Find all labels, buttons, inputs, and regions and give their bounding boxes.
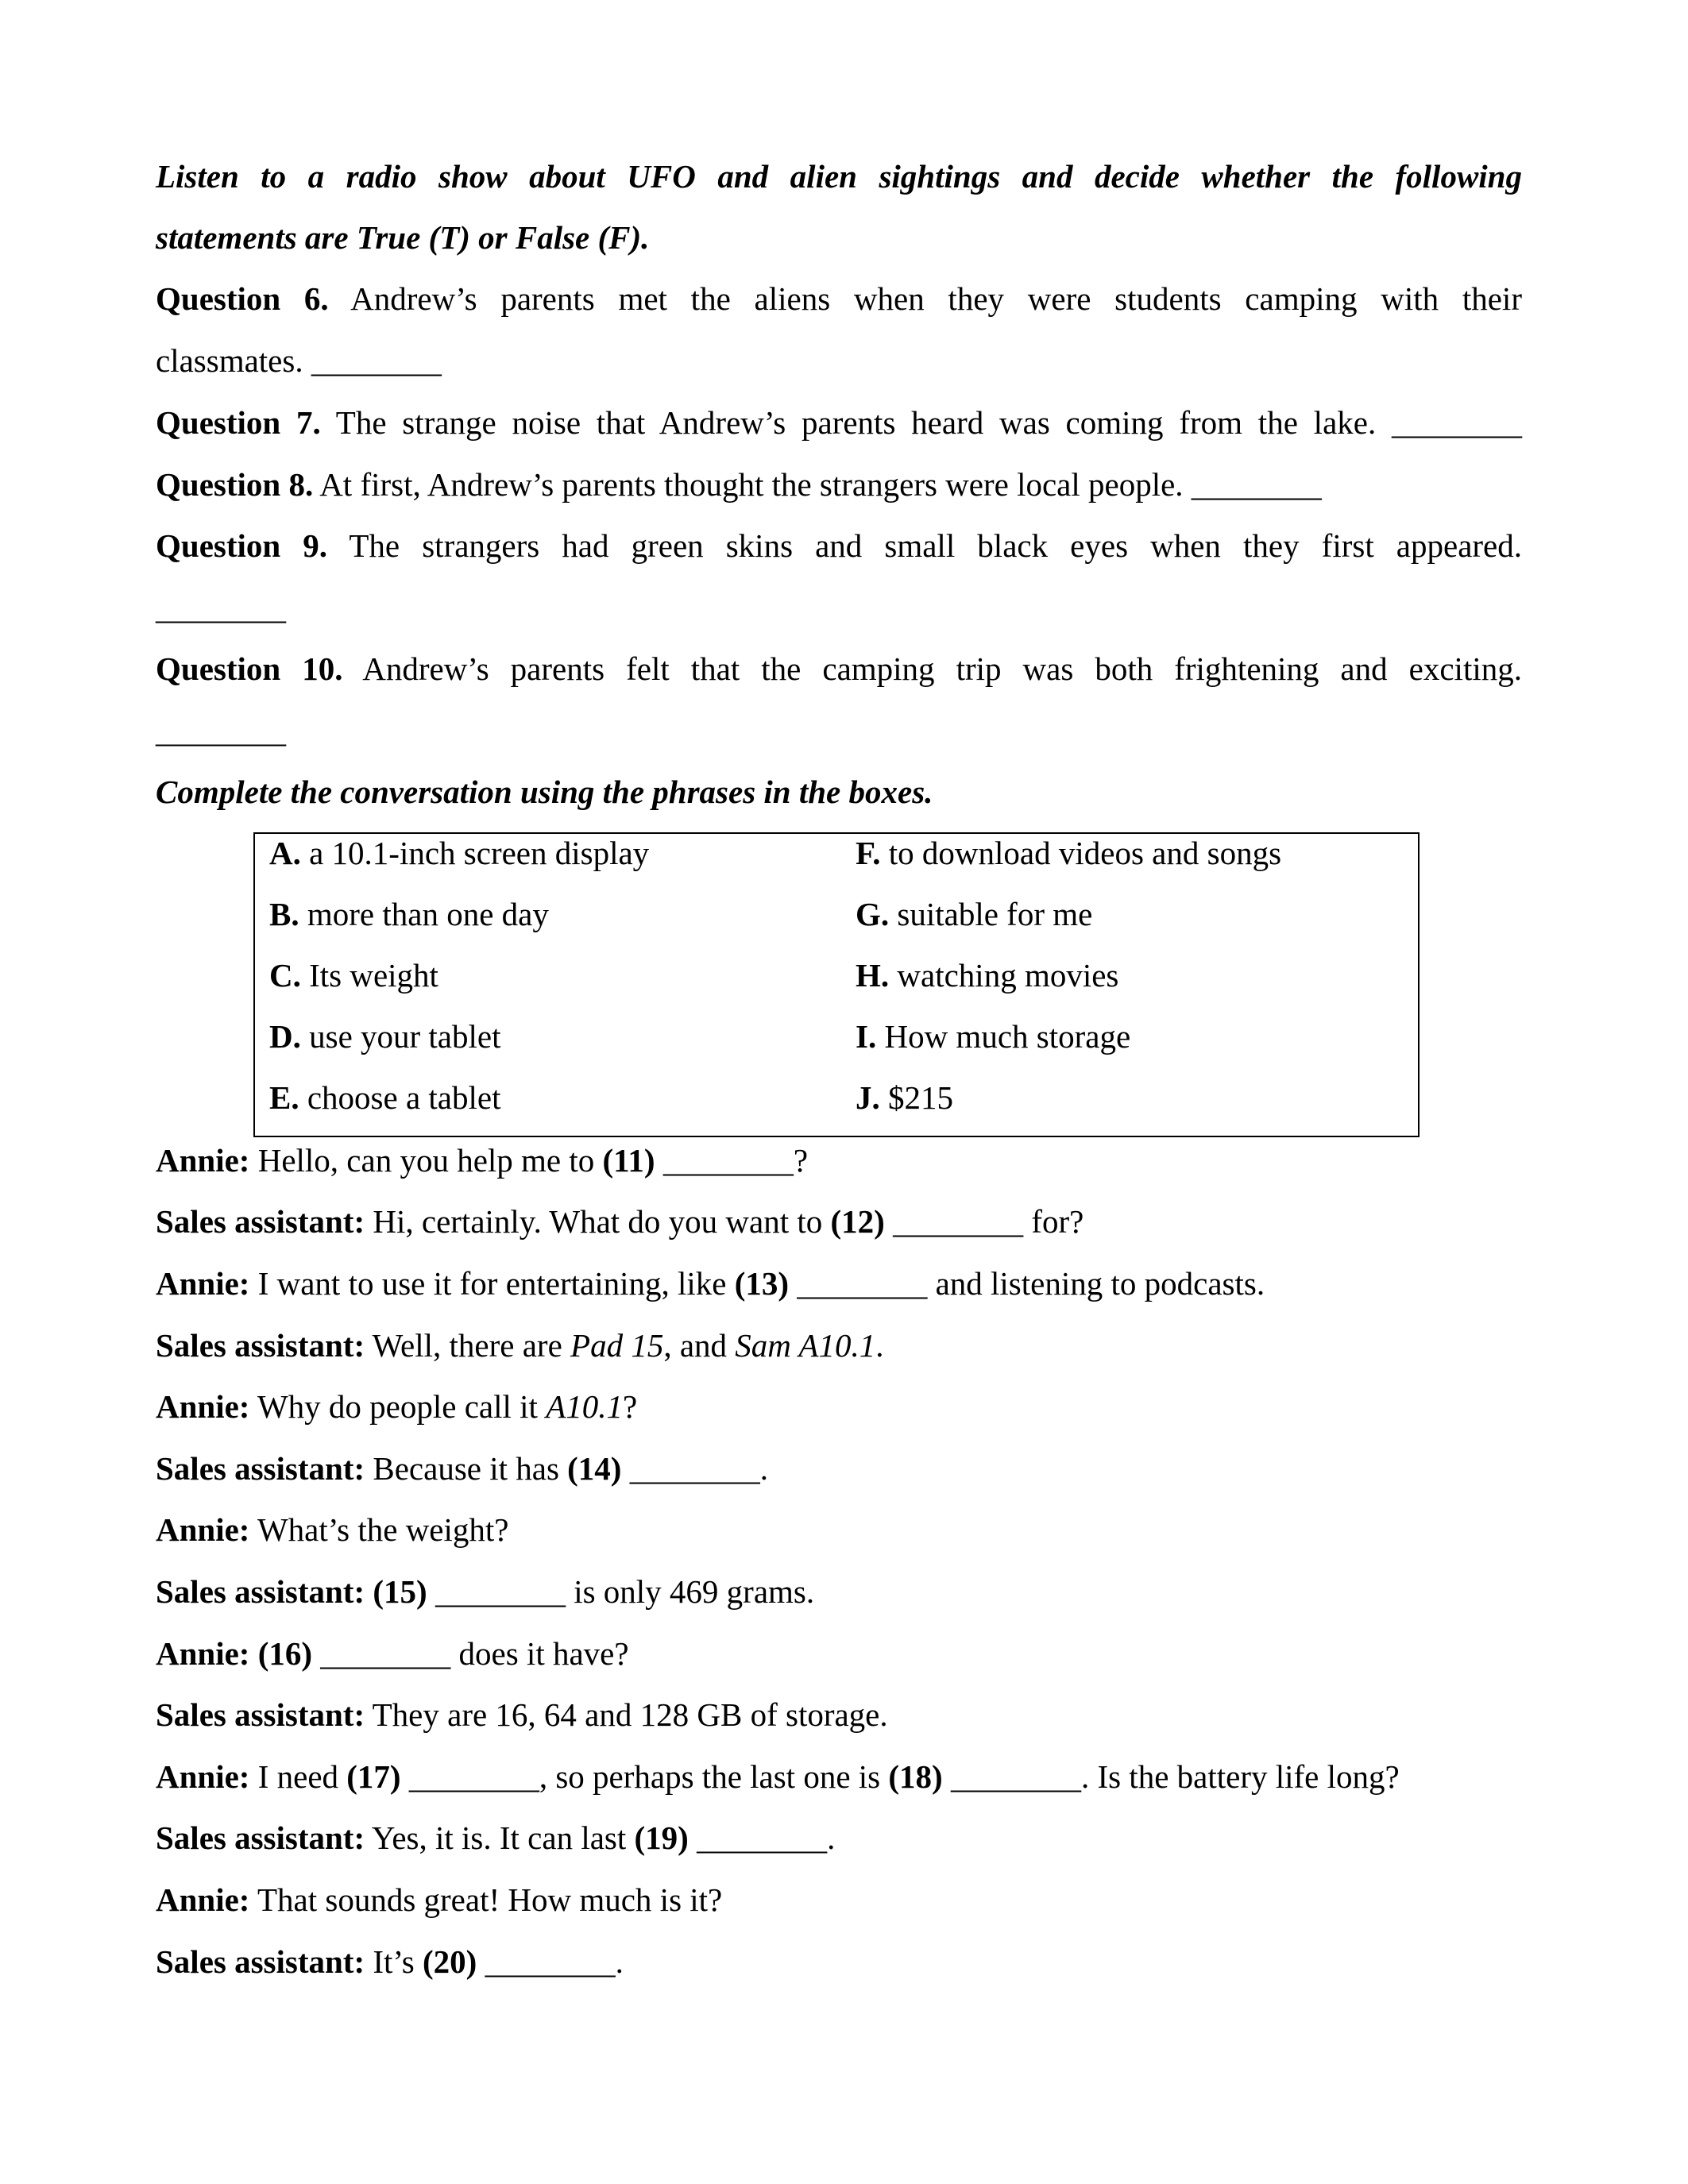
option-a bbox=[269, 834, 649, 872]
question-6-text-cont: classmates. bbox=[156, 342, 303, 379]
dialogue-line-13b bbox=[156, 1881, 1522, 1919]
dialogue-line-12 bbox=[156, 1202, 1522, 1241]
product-name: A10.1 bbox=[546, 1388, 623, 1425]
dialogue-line-5 bbox=[156, 1387, 1522, 1426]
dialogue-text: I want to use it for entertaining, like bbox=[249, 1265, 735, 1302]
speaker-sales-assistant: Sales assistant: bbox=[156, 1450, 365, 1487]
dialogue-text: Why do people call it bbox=[249, 1388, 547, 1425]
dialogue-line-17-18 bbox=[156, 1758, 1522, 1796]
blank-number-18: (18) bbox=[888, 1758, 943, 1795]
speaker-annie: Annie: bbox=[156, 1388, 250, 1425]
speaker-sales-assistant: Sales assistant: bbox=[156, 1203, 365, 1240]
answer-blank-12[interactable]: ________ bbox=[893, 1203, 1024, 1240]
dialogue-text: for? bbox=[1023, 1203, 1084, 1240]
option-j bbox=[856, 1078, 953, 1117]
dialogue-line-13 bbox=[156, 1264, 1522, 1302]
option-i bbox=[856, 1017, 1130, 1055]
answer-blank-13[interactable]: ________ bbox=[797, 1265, 928, 1302]
question-7 bbox=[156, 403, 1522, 442]
dialogue-text: Well, there are bbox=[365, 1327, 571, 1364]
option-g-text: suitable for me bbox=[897, 896, 1093, 932]
option-a-letter: A. bbox=[269, 835, 301, 871]
dialogue-text: and listening to podcasts. bbox=[927, 1265, 1265, 1302]
option-j-text: $215 bbox=[888, 1079, 953, 1116]
blank-number-13: (13) bbox=[734, 1265, 790, 1302]
question-7-text: The strange noise that Andrew’s parents heard was coming from the lake. bbox=[335, 404, 1377, 441]
dialogue-text: That sounds great! How much is it? bbox=[249, 1881, 723, 1918]
option-b-text: more than one day bbox=[307, 896, 549, 932]
answer-blank-16[interactable]: ________ bbox=[320, 1635, 451, 1672]
option-j-letter: J. bbox=[856, 1079, 880, 1116]
blank-number-19: (19) bbox=[634, 1819, 689, 1856]
dialogue-text: . bbox=[615, 1943, 624, 1980]
option-c-letter: C. bbox=[269, 957, 301, 994]
option-c bbox=[269, 956, 438, 994]
dialogue-text: What’s the weight? bbox=[249, 1511, 509, 1548]
option-e-letter: E. bbox=[269, 1079, 299, 1116]
dialogue-text: Hello, can you help me to bbox=[249, 1142, 603, 1179]
dialogue-line-11 bbox=[156, 1141, 1522, 1179]
dialogue-text: . bbox=[759, 1450, 768, 1487]
dialogue-text: Yes, it is. It can last bbox=[365, 1819, 635, 1856]
question-10 bbox=[156, 650, 1522, 688]
option-g bbox=[856, 895, 1092, 933]
option-d-text: use your tablet bbox=[309, 1018, 501, 1055]
answer-blank-11[interactable]: ________ bbox=[662, 1142, 794, 1179]
speaker-annie: Annie: bbox=[156, 1758, 250, 1795]
option-i-letter: I. bbox=[856, 1018, 877, 1055]
option-h-letter: H. bbox=[856, 957, 890, 994]
dialogue-text: , so perhaps the last one is bbox=[539, 1758, 889, 1795]
speaker-sales-assistant: Sales assistant: bbox=[156, 1943, 365, 1980]
dialogue-text: Because it has bbox=[365, 1450, 568, 1487]
product-name: Sam A10.1 bbox=[735, 1327, 876, 1364]
question-9-text: The strangers had green skins and small black eyes when they first appeared. bbox=[349, 527, 1523, 564]
dialogue-text: They are 16, 64 and 128 GB of storage. bbox=[365, 1696, 888, 1733]
dialogue-line-4 bbox=[156, 1326, 1522, 1364]
speaker-annie: Annie: bbox=[156, 1142, 250, 1179]
blank-number-12: (12) bbox=[830, 1203, 885, 1240]
dialogue-line-19 bbox=[156, 1819, 1522, 1857]
dialogue-text: . bbox=[875, 1327, 884, 1364]
option-f bbox=[856, 834, 1281, 872]
option-i-text: How much storage bbox=[884, 1018, 1131, 1055]
dialogue-line-20 bbox=[156, 1943, 1522, 1981]
option-h-text: watching movies bbox=[897, 957, 1119, 994]
dialogue-text: . bbox=[827, 1819, 836, 1856]
answer-blank-18[interactable]: ________ bbox=[950, 1758, 1081, 1795]
dialogue-text: ? bbox=[793, 1142, 809, 1179]
answer-blank-20[interactable]: ________ bbox=[485, 1943, 616, 1980]
option-g-letter: G. bbox=[856, 896, 890, 932]
speaker-annie: Annie: bbox=[156, 1635, 250, 1672]
speaker-annie: Annie: bbox=[156, 1265, 250, 1302]
question-6-text: Andrew’s parents met the aliens when they were students camping with their bbox=[350, 280, 1522, 317]
question-10-text: Andrew’s parents felt that the camping trip was both frightening and exciting. bbox=[362, 650, 1522, 687]
speaker-sales-assistant: Sales assistant: bbox=[156, 1327, 365, 1364]
dialogue-text: is only 469 grams. bbox=[565, 1573, 815, 1610]
product-name: Pad 15 bbox=[570, 1327, 664, 1364]
question-8 bbox=[156, 465, 1522, 504]
blank-number-16: (16) bbox=[257, 1635, 313, 1672]
dialogue-line-7 bbox=[156, 1511, 1522, 1549]
answer-blank-10[interactable]: ________ bbox=[156, 712, 286, 749]
answer-blank-6[interactable]: ________ bbox=[311, 342, 442, 379]
question-8-text: At first, Andrew’s parents thought the strangers were local people. bbox=[319, 466, 1184, 503]
question-6-label: Question 6. bbox=[156, 280, 329, 317]
dialogue-text: I need bbox=[249, 1758, 347, 1795]
answer-blank-17[interactable]: ________ bbox=[408, 1758, 539, 1795]
blank-number-14: (14) bbox=[567, 1450, 622, 1487]
listening-instruction-line1: Listen to a radio show about UFO and alien sightings and decide whether the following bbox=[156, 158, 1522, 195]
option-c-text: Its weight bbox=[309, 957, 438, 994]
answer-blank-9[interactable]: ________ bbox=[156, 589, 286, 626]
question-8-label: Question 8. bbox=[156, 466, 314, 503]
speaker-annie: Annie: bbox=[156, 1511, 250, 1548]
option-e-text: choose a tablet bbox=[307, 1079, 501, 1116]
answer-blank-14[interactable]: ________ bbox=[629, 1450, 760, 1487]
dialogue-text: Hi, certainly. What do you want to bbox=[365, 1203, 831, 1240]
option-d bbox=[269, 1017, 501, 1055]
dialogue-line-10 bbox=[156, 1696, 1522, 1734]
option-e bbox=[269, 1078, 500, 1117]
option-f-letter: F. bbox=[856, 835, 881, 871]
speaker-sales-assistant: Sales assistant: bbox=[156, 1819, 365, 1856]
option-b bbox=[269, 895, 549, 933]
blank-number-15: (15) bbox=[373, 1573, 427, 1610]
conversation-instruction: Complete the conversation using the phrases in the boxes. bbox=[156, 774, 933, 810]
option-f-text: to download videos and songs bbox=[888, 835, 1282, 871]
speaker-sales-assistant: Sales assistant: bbox=[156, 1696, 365, 1733]
answer-blank-19[interactable]: ________ bbox=[697, 1819, 828, 1856]
speaker-sales-assistant: Sales assistant: bbox=[156, 1573, 365, 1610]
question-9-label: Question 9. bbox=[156, 527, 328, 564]
option-a-text: a 10.1-inch screen display bbox=[309, 835, 650, 871]
dialogue-text: ? bbox=[622, 1388, 638, 1425]
phrase-box bbox=[253, 832, 1420, 1137]
dialogue-line-15 bbox=[156, 1572, 1522, 1611]
question-10-label: Question 10. bbox=[156, 650, 343, 687]
dialogue-text: , and bbox=[663, 1327, 736, 1364]
answer-blank-8[interactable]: ________ bbox=[1191, 466, 1322, 503]
option-b-letter: B. bbox=[269, 896, 299, 932]
dialogue-line-14 bbox=[156, 1449, 1522, 1488]
question-7-label: Question 7. bbox=[156, 404, 321, 441]
question-6-cont bbox=[156, 341, 1522, 380]
answer-blank-7[interactable]: ________ bbox=[1392, 404, 1523, 441]
option-d-letter: D. bbox=[269, 1018, 301, 1055]
option-h bbox=[856, 956, 1118, 994]
question-9 bbox=[156, 527, 1522, 565]
dialogue-text: . Is the battery life long? bbox=[1080, 1758, 1400, 1795]
answer-blank-15[interactable]: ________ bbox=[435, 1573, 566, 1610]
listening-instruction-line2: statements are True (T) or False (F). bbox=[156, 219, 650, 256]
dialogue-text: does it have? bbox=[450, 1635, 629, 1672]
speaker-annie: Annie: bbox=[156, 1881, 250, 1918]
dialogue-text: It’s bbox=[365, 1943, 423, 1980]
blank-number-20: (20) bbox=[423, 1943, 477, 1980]
blank-number-17: (17) bbox=[346, 1758, 401, 1795]
question-6 bbox=[156, 280, 1522, 318]
blank-number-11: (11) bbox=[602, 1142, 655, 1179]
dialogue-line-16 bbox=[156, 1634, 1522, 1673]
